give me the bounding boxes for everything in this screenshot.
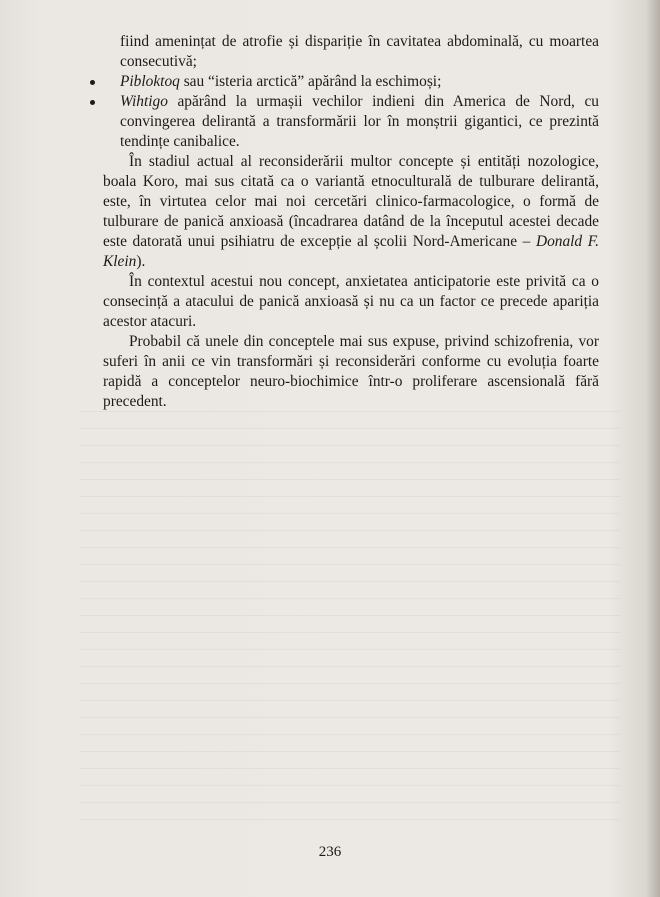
page-number: 236 <box>318 844 342 860</box>
bullet-item-pibloktoq <box>103 72 599 92</box>
bullet-icon <box>90 100 95 105</box>
author-name: Donald F. Klein <box>103 233 599 270</box>
paragraph-text: În stadiul actual al reconsiderării multor concepte și entități nozologice, boala Koro, mai sus citată ca o variantă etnoculturală de tulburare delirantă, este, în virtutea celor mai noi cercetări clinico-farmacologice, o formă de tulburare de panică anxioasă (încadrarea datând de la începutul acestei decade este datorată unui psihiatru de excepție al școlii Nord-Americane – <box>103 153 599 250</box>
paragraph-end: ). <box>136 253 146 270</box>
bullet-term: Pibloktoq <box>120 73 180 90</box>
bullet-text: sau “isteria arctică” apărând la eschimoși; <box>179 73 442 90</box>
bullet-item-wihtigo <box>103 92 599 152</box>
bullet-text: apărând la urmașii vechilor indieni din America de Nord, cu convingerea delirantă a transformării lor în monștrii gigantici, ce prezintă tendințe canibalice. <box>120 93 599 150</box>
page-body <box>103 32 599 412</box>
bullet-continuation: fiind amenințat de atrofie și dispariție în cavitatea abdominală, cu moartea consecutivă; <box>120 33 599 70</box>
paragraph-anticipatory-anxiety: În contextul acestui nou concept, anxietatea anticipatorie este privită ca o consecință a atacului de panică anxioasă și nu ca un factor ce precede apariția acestor atacuri. <box>103 273 599 330</box>
paragraph-koro <box>103 152 599 272</box>
bullet-term: Wihtigo <box>120 93 168 110</box>
bullet-list <box>103 72 599 152</box>
bullet-icon <box>90 80 95 85</box>
paragraph-schizophrenia: Probabil că unele din conceptele mai sus expuse, privind schizofrenia, vor suferi în anii ce vin transformări și reconsiderări conforme cu evoluția foarte rapidă a conceptelor neuro-biochimice într-o proliferare ascensională fără precedent. <box>103 333 599 410</box>
page-edge-shadow <box>646 0 660 897</box>
show-through-texture <box>80 400 620 820</box>
